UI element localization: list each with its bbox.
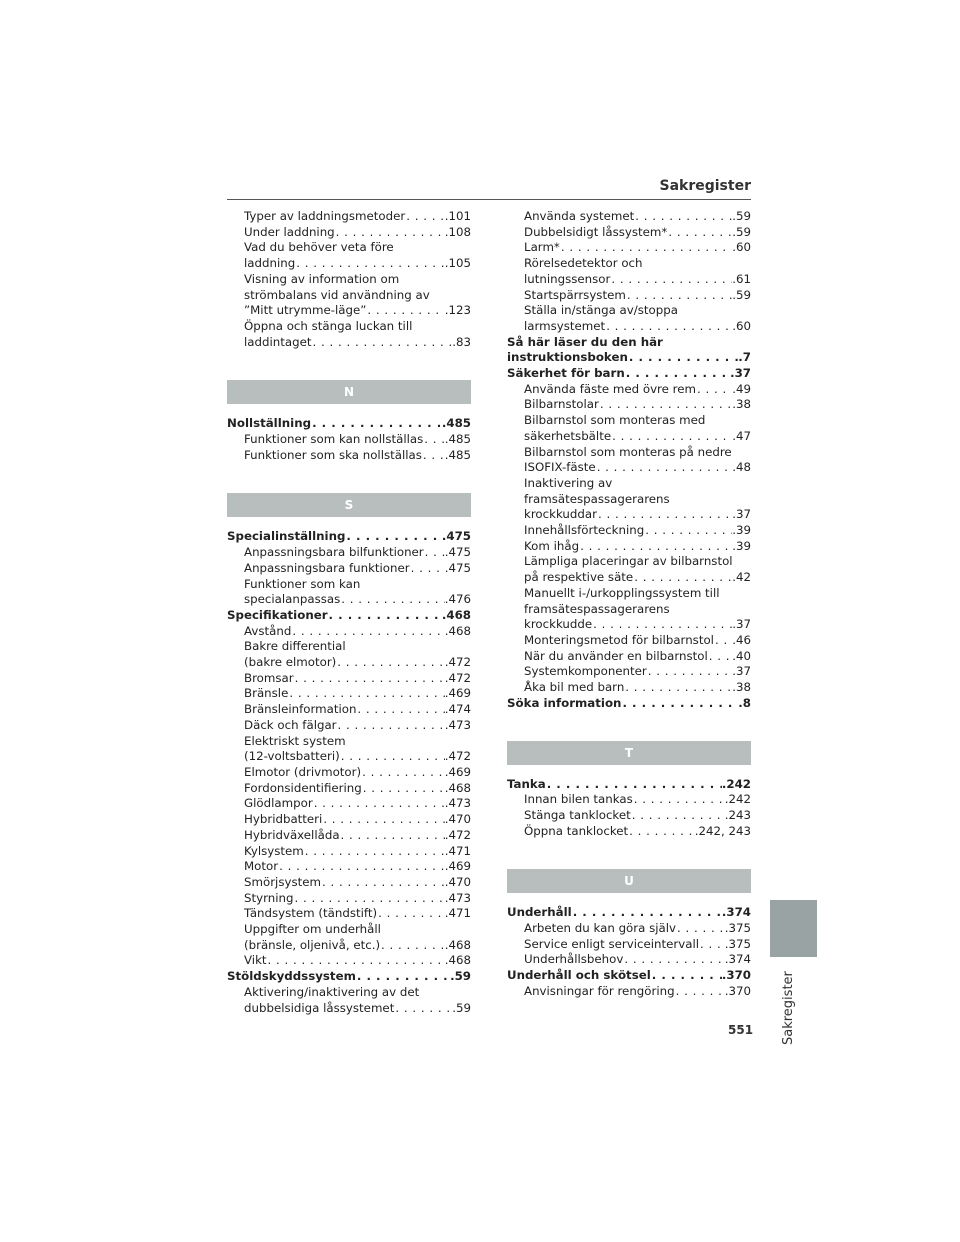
entry-text: Lämpliga placeringar av bilbarnstol xyxy=(524,554,733,569)
dot-leader xyxy=(377,906,445,922)
dot-leader xyxy=(625,366,730,382)
entry-text: Nollställning xyxy=(227,416,312,431)
index-subentry xyxy=(227,718,471,734)
page-reference[interactable]: .37 xyxy=(730,366,751,381)
dot-leader xyxy=(340,592,444,608)
page-reference[interactable]: .38 xyxy=(732,397,751,412)
index-subentry xyxy=(507,937,751,953)
entry-text: Fordonsidentifiering xyxy=(244,780,362,795)
entry-text: Glödlampor xyxy=(244,796,313,811)
page-reference[interactable]: .40 xyxy=(732,648,751,663)
index-subentry xyxy=(507,664,751,680)
index-subentry xyxy=(507,808,751,824)
entry-text: Så här läser du den här xyxy=(507,334,663,349)
entry-text: Avstånd xyxy=(244,623,292,638)
entry-text: Specifikationer xyxy=(227,607,328,622)
index-entry xyxy=(507,777,751,793)
index-subentry xyxy=(227,906,471,922)
entry-text: (bränsle, oljenivå, etc.) xyxy=(244,937,381,952)
dot-leader xyxy=(631,808,725,824)
entry-text: När du använder en bilbarnstol xyxy=(524,648,708,663)
entry-text: ISOFIX-fäste xyxy=(524,460,596,475)
entry-text: Styrning xyxy=(244,890,294,905)
dot-leader xyxy=(676,921,725,937)
page-reference[interactable]: .39 xyxy=(732,523,751,538)
entry-text: Specialinställning xyxy=(227,529,346,544)
page-reference[interactable]: .468 xyxy=(444,953,471,968)
page-reference[interactable]: .7 xyxy=(738,350,751,365)
page-reference[interactable]: .374 xyxy=(724,952,751,967)
index-subentry xyxy=(227,859,471,875)
page-reference[interactable]: .472 xyxy=(444,827,471,842)
page-reference[interactable]: .469 xyxy=(444,859,471,874)
dot-leader xyxy=(572,905,722,921)
page-reference[interactable]: .105 xyxy=(444,256,471,271)
dot-leader xyxy=(288,686,444,702)
entry-text: Vikt xyxy=(244,953,267,968)
index-subentry xyxy=(227,922,471,953)
entry-text: Typer av laddningsmetoder xyxy=(244,209,406,223)
dot-leader xyxy=(605,319,732,335)
entry-text: Arbeten du kan göra själv xyxy=(524,921,677,936)
entry-text: Anpassningsbara funktioner xyxy=(244,560,410,575)
dot-leader xyxy=(621,696,738,712)
entry-text: Innehållsförteckning xyxy=(524,523,645,538)
page-reference[interactable]: .475 xyxy=(444,560,471,575)
index-subentry xyxy=(227,702,471,718)
index-subentry xyxy=(507,382,751,398)
page-reference[interactable]: .485 xyxy=(441,416,471,431)
page-reference[interactable]: .59 xyxy=(452,1000,471,1015)
letter-section-header: S xyxy=(227,493,471,517)
dot-leader xyxy=(336,655,444,671)
dot-leader xyxy=(335,225,445,241)
dot-leader xyxy=(293,891,444,907)
entry-text: Bilbarnstolar xyxy=(524,397,599,412)
index-subentry xyxy=(507,921,751,937)
dot-leader xyxy=(295,256,445,272)
dot-leader xyxy=(380,938,445,954)
page-reference[interactable]: .470 xyxy=(444,874,471,889)
index-subentry xyxy=(507,680,751,696)
entry-text: Tanka xyxy=(507,776,546,791)
page-reference[interactable]: .485 xyxy=(444,432,471,447)
dot-leader xyxy=(356,702,444,718)
entry-text: Bakre differential xyxy=(244,639,346,654)
index-entry xyxy=(227,969,471,985)
page-reference[interactable]: .370 xyxy=(724,983,751,998)
page-reference[interactable]: .476 xyxy=(444,592,471,607)
dot-leader xyxy=(610,272,732,288)
entry-text: ”Mitt utrymme-läge” xyxy=(244,303,367,318)
dot-leader xyxy=(321,875,445,891)
entry-text: Funktioner som kan xyxy=(244,576,361,591)
index-entry xyxy=(507,905,751,921)
index-subentry xyxy=(507,209,751,225)
page-reference[interactable]: .83 xyxy=(452,334,471,349)
index-column-right xyxy=(507,209,751,1000)
index-subentry xyxy=(507,824,751,840)
entry-text: säkerhetsbälte xyxy=(524,428,612,443)
entry-text: Anpassningsbara bilfunktioner xyxy=(244,545,424,560)
entry-text: laddintaget xyxy=(244,334,312,349)
entry-text: larmsystemet xyxy=(524,318,606,333)
entry-text: Visning av information om xyxy=(244,271,400,286)
entry-text: Använda fäste med övre rem xyxy=(524,381,696,396)
page-reference[interactable]: .123 xyxy=(444,303,471,318)
dot-leader xyxy=(634,209,732,225)
dot-leader xyxy=(362,781,445,797)
dot-leader xyxy=(699,937,725,953)
index-subentry xyxy=(507,397,751,413)
entry-text: Bilbarnstol som monteras med xyxy=(524,413,706,428)
entry-text: Bränsle xyxy=(244,686,289,701)
dot-leader xyxy=(410,561,445,577)
dot-leader xyxy=(322,812,444,828)
dot-leader xyxy=(596,460,733,476)
index-entry xyxy=(507,696,751,712)
dot-leader xyxy=(291,624,444,640)
entry-text: strömbalans vid användning av xyxy=(244,287,430,302)
index-column-left xyxy=(227,209,471,1016)
index-subentry xyxy=(227,671,471,687)
entry-text: Funktioner som ska nollställas xyxy=(244,447,422,462)
page-reference[interactable]: .101 xyxy=(444,209,471,223)
page-reference[interactable]: .242 xyxy=(724,792,751,807)
letter-section-header: U xyxy=(507,869,751,893)
page-reference[interactable]: .472 xyxy=(444,749,471,764)
index-subentry xyxy=(227,734,471,765)
dot-leader xyxy=(394,1001,452,1017)
index-subentry xyxy=(227,624,471,640)
side-tab-label: Sakregister xyxy=(781,971,796,1045)
entry-text: dubbelsidiga låssystemet xyxy=(244,1000,395,1015)
dot-leader xyxy=(267,953,445,969)
dot-leader xyxy=(560,240,732,256)
entry-text: Använda systemet xyxy=(524,209,635,223)
index-entry xyxy=(227,608,471,624)
dot-leader xyxy=(340,828,445,844)
index-subentry xyxy=(227,319,471,350)
entry-text: framsätespassagerarens xyxy=(524,601,670,616)
dot-leader xyxy=(356,969,450,985)
index-subentry xyxy=(227,765,471,781)
index-entry xyxy=(507,366,751,382)
dot-leader xyxy=(647,664,732,680)
index-subentry xyxy=(227,561,471,577)
page-reference[interactable]: .60 xyxy=(732,240,751,255)
index-subentry xyxy=(227,225,471,241)
dot-leader xyxy=(708,649,732,665)
index-subentry xyxy=(227,448,471,464)
page-reference[interactable]: .475 xyxy=(444,545,471,560)
index-subentry xyxy=(227,639,471,670)
index-subentry xyxy=(507,523,751,539)
entry-text: Funktioner som kan nollställas xyxy=(244,432,424,447)
entry-text: specialanpassas xyxy=(244,592,341,607)
page-reference[interactable]: .468 xyxy=(441,607,471,622)
dot-leader xyxy=(405,209,445,225)
index-subentry xyxy=(227,891,471,907)
index-subentry xyxy=(227,272,471,319)
page-reference[interactable]: .472 xyxy=(444,655,471,670)
dot-leader xyxy=(696,382,732,398)
page-number: 551 xyxy=(728,1023,754,1037)
index-subentry xyxy=(227,545,471,561)
index-entry xyxy=(227,416,471,432)
page-header-title: Sakregister xyxy=(659,178,751,194)
entry-text: Elmotor (drivmotor) xyxy=(244,764,362,779)
dot-leader xyxy=(633,570,732,586)
index-subentry xyxy=(507,256,751,287)
index-subentry xyxy=(507,649,751,665)
page-reference[interactable]: .473 xyxy=(444,890,471,905)
page-reference[interactable]: .59 xyxy=(732,209,751,223)
entry-text: Kom ihåg xyxy=(524,538,580,553)
index-subentry xyxy=(227,812,471,828)
entry-text: Smörjsystem xyxy=(244,874,321,889)
index-subentry xyxy=(227,781,471,797)
entry-text: Säkerhet för barn xyxy=(507,366,625,381)
page-reference[interactable]: .108 xyxy=(444,224,471,239)
entry-text: Dubbelsidigt låssystem* xyxy=(524,224,668,239)
page-reference[interactable]: .470 xyxy=(444,812,471,827)
entry-text: Rörelsedetektor och xyxy=(524,256,643,271)
entry-text: Bränsleinformation xyxy=(244,702,357,717)
page-reference[interactable]: .49 xyxy=(732,381,751,396)
page-reference[interactable]: .370 xyxy=(721,968,751,983)
page-reference[interactable]: .375 xyxy=(724,921,751,936)
dot-leader xyxy=(294,671,445,687)
page-reference[interactable]: .59 xyxy=(450,969,471,984)
page-reference[interactable]: .61 xyxy=(732,271,751,286)
dot-leader xyxy=(633,792,725,808)
index-subentry xyxy=(507,554,751,585)
entry-text: instruktionsboken xyxy=(507,350,628,365)
page-reference[interactable]: .242, 243 xyxy=(694,823,751,838)
dot-leader xyxy=(651,968,722,984)
index-subentry xyxy=(227,577,471,608)
index-subentry xyxy=(227,953,471,969)
index-subentry xyxy=(227,796,471,812)
page-reference[interactable]: .469 xyxy=(444,686,471,701)
index-entry xyxy=(507,335,751,366)
page-reference[interactable]: .375 xyxy=(724,936,751,951)
dot-leader xyxy=(644,523,732,539)
index-entry xyxy=(507,968,751,984)
entry-text: Elektriskt system xyxy=(244,733,346,748)
page-reference[interactable]: .39 xyxy=(732,538,751,553)
entry-text: (bakre elmotor) xyxy=(244,655,337,670)
dot-leader xyxy=(366,303,444,319)
section-tab-marker xyxy=(770,900,817,957)
index-subentry xyxy=(227,240,471,271)
dot-leader xyxy=(311,416,442,432)
index-subentry xyxy=(227,875,471,891)
page-reference[interactable]: .37 xyxy=(732,507,751,522)
dot-leader xyxy=(599,397,732,413)
entry-text: Tändsystem (tändstift) xyxy=(244,906,378,921)
entry-text: lutningssensor xyxy=(524,271,611,286)
index-subentry xyxy=(507,984,751,1000)
dot-leader xyxy=(278,859,445,875)
entry-text: framsätespassagerarens xyxy=(524,491,670,506)
index-subentry xyxy=(507,288,751,304)
dot-leader xyxy=(667,225,732,241)
entry-text: Underhållsbehov xyxy=(524,952,624,967)
entry-text: Däck och fälgar xyxy=(244,717,337,732)
page-reference[interactable]: .59 xyxy=(732,224,751,239)
page-reference[interactable]: .48 xyxy=(732,460,751,475)
entry-text: Öppna tanklocket xyxy=(524,823,629,838)
entry-text: krockkuddar xyxy=(524,507,597,522)
page-reference[interactable]: .243 xyxy=(724,807,751,822)
entry-text: Bilbarnstol som monteras på nedre xyxy=(524,444,732,459)
entry-text: Vad du behöver veta före xyxy=(244,240,394,255)
dot-leader xyxy=(628,824,695,840)
page-reference[interactable]: .8 xyxy=(738,695,751,710)
index-subentry xyxy=(227,828,471,844)
entry-text: Uppgifter om underhåll xyxy=(244,922,381,937)
entry-text: (12-voltsbatteri) xyxy=(244,749,340,764)
index-subentry xyxy=(507,445,751,476)
entry-text: Larm* xyxy=(524,240,560,255)
entry-text: Underhåll och skötsel xyxy=(507,968,651,983)
dot-leader xyxy=(624,680,732,696)
entry-text: Anvisningar för rengöring xyxy=(524,983,675,998)
page-reference[interactable]: .485 xyxy=(444,447,471,462)
index-subentry xyxy=(227,432,471,448)
dot-leader xyxy=(345,529,441,545)
entry-text: Inaktivering av xyxy=(524,475,613,490)
entry-text: Manuellt i-/urkopplingssystem till xyxy=(524,585,720,600)
dot-leader xyxy=(611,429,732,445)
index-subentry xyxy=(507,240,751,256)
index-subentry xyxy=(507,413,751,444)
entry-text: Innan bilen tankas xyxy=(524,792,633,807)
index-subentry xyxy=(227,686,471,702)
entry-text: Aktivering/inaktivering av det xyxy=(244,984,420,999)
page-reference[interactable]: .475 xyxy=(441,529,471,544)
index-subentry xyxy=(507,476,751,523)
page-reference[interactable]: .60 xyxy=(732,318,751,333)
page-reference[interactable]: .471 xyxy=(444,906,471,921)
dot-leader xyxy=(304,844,445,860)
entry-text: Ställa in/stänga av/stoppa xyxy=(524,303,678,318)
page-reference[interactable]: .37 xyxy=(732,664,751,679)
dot-leader xyxy=(597,507,732,523)
entry-text: Öppna och stänga luckan till xyxy=(244,318,413,333)
entry-text: Monteringsmetod för bilbarnstol xyxy=(524,632,714,647)
page-reference[interactable]: .242 xyxy=(721,776,751,791)
dot-leader xyxy=(361,765,445,781)
index-subentry xyxy=(507,792,751,808)
letter-section-header: T xyxy=(507,741,751,765)
page-reference[interactable]: .468 xyxy=(444,623,471,638)
dot-leader xyxy=(675,984,725,1000)
page-reference[interactable]: .468 xyxy=(444,937,471,952)
header-divider xyxy=(227,199,751,200)
index-subentry xyxy=(507,633,751,649)
entry-text: krockkudde xyxy=(524,617,593,632)
page-reference[interactable]: .473 xyxy=(444,717,471,732)
page-reference[interactable]: .469 xyxy=(444,764,471,779)
page-reference[interactable]: .474 xyxy=(444,702,471,717)
index-entry xyxy=(227,529,471,545)
dot-leader xyxy=(328,608,442,624)
entry-text: Stöldskyddssystem xyxy=(227,969,356,984)
dot-leader xyxy=(626,288,732,304)
index-subentry xyxy=(507,225,751,241)
dot-leader xyxy=(313,796,445,812)
page-reference[interactable]: .47 xyxy=(732,428,751,443)
dot-leader xyxy=(422,448,445,464)
dot-leader xyxy=(579,539,732,555)
dot-leader xyxy=(714,633,732,649)
index-subentry xyxy=(507,303,751,334)
entry-text: Systemkomponenter xyxy=(524,664,647,679)
dot-leader xyxy=(546,777,722,793)
index-subentry xyxy=(227,985,471,1016)
index-subentry xyxy=(507,586,751,633)
entry-text: Kylsystem xyxy=(244,843,304,858)
letter-section-header: N xyxy=(227,380,471,404)
index-subentry xyxy=(227,209,471,225)
entry-text: Åka bil med barn xyxy=(524,680,625,695)
entry-text: Hybridbatteri xyxy=(244,812,323,827)
entry-text: på respektive säte xyxy=(524,570,634,585)
entry-text: Bromsar xyxy=(244,670,294,685)
page-reference[interactable]: .37 xyxy=(732,617,751,632)
page-reference[interactable]: .473 xyxy=(444,796,471,811)
index-subentry xyxy=(507,952,751,968)
page-reference[interactable]: .46 xyxy=(732,632,751,647)
page-reference[interactable]: .374 xyxy=(721,905,751,920)
entry-text: Startspärrsystem xyxy=(524,287,626,302)
dot-leader xyxy=(628,350,738,366)
page-reference[interactable]: .38 xyxy=(732,680,751,695)
dot-leader xyxy=(340,749,445,765)
entry-text: Motor xyxy=(244,859,279,874)
dot-leader xyxy=(424,545,445,561)
dot-leader xyxy=(623,952,724,968)
page-reference[interactable]: .59 xyxy=(732,287,751,302)
entry-text: Söka information xyxy=(507,695,622,710)
index-subentry xyxy=(507,539,751,555)
entry-text: Hybridväxellåda xyxy=(244,827,340,842)
page-reference[interactable]: .472 xyxy=(444,670,471,685)
entry-text: Under laddning xyxy=(244,224,335,239)
entry-text: Stänga tanklocket xyxy=(524,807,631,822)
dot-leader xyxy=(423,432,444,448)
page-reference[interactable]: .471 xyxy=(444,843,471,858)
entry-text: Service enligt serviceintervall xyxy=(524,936,700,951)
entry-text: Underhåll xyxy=(507,905,572,920)
dot-leader xyxy=(311,335,452,351)
entry-text: laddning xyxy=(244,256,296,271)
dot-leader xyxy=(337,718,445,734)
dot-leader xyxy=(592,617,732,633)
index-subentry xyxy=(227,844,471,860)
page-reference[interactable]: .42 xyxy=(732,570,751,585)
page-reference[interactable]: .468 xyxy=(444,780,471,795)
